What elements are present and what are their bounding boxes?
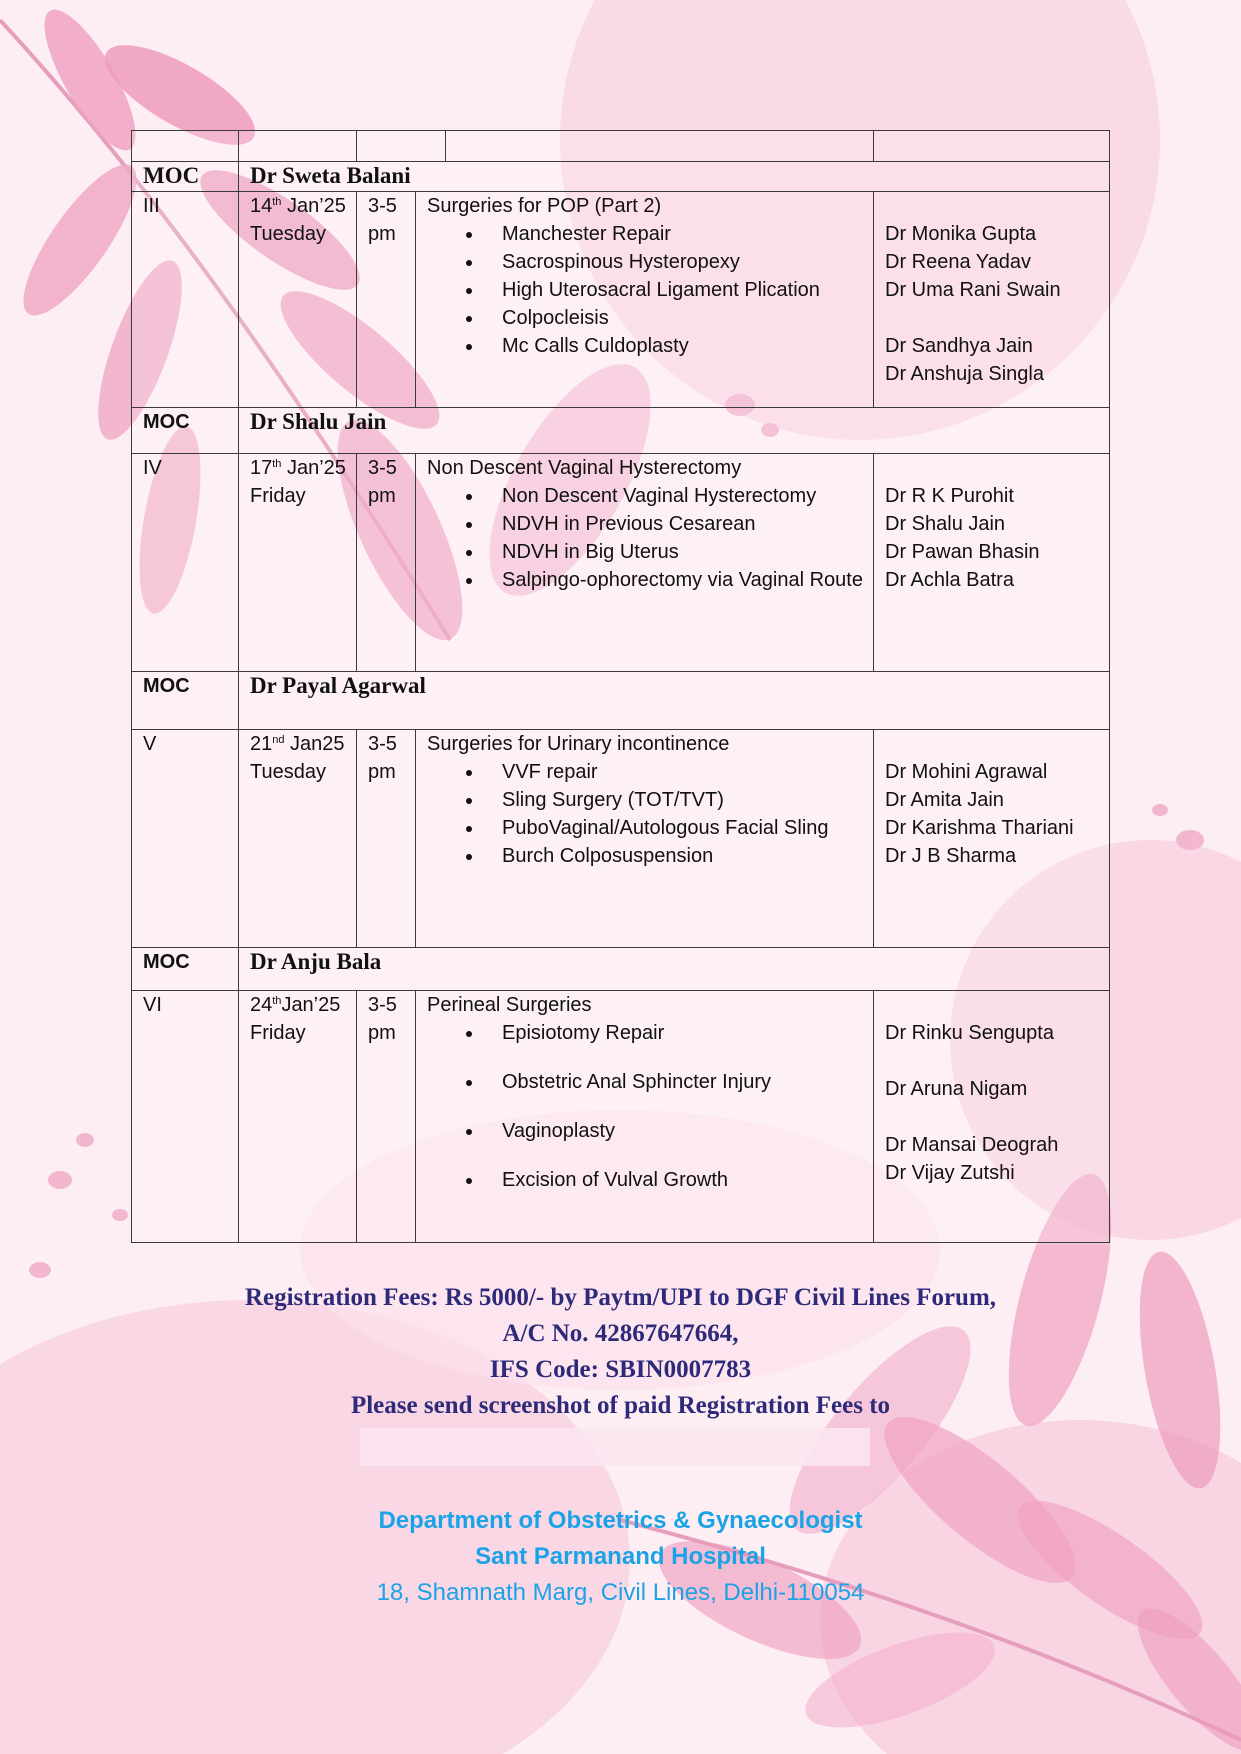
session-row <box>132 192 1110 408</box>
moc-row <box>132 408 1110 454</box>
topic-list <box>427 220 865 360</box>
list-item: Vaginoplasty <box>502 1117 865 1145</box>
schedule-table <box>131 130 1110 1243</box>
list-item: Colpocleisis <box>502 304 865 332</box>
weekday: Tuesday <box>250 223 326 245</box>
faculty-name: Dr Uma Rani Swain <box>885 279 1061 301</box>
department-name: Department of Obstetrics & Gynaecologist <box>378 1507 863 1534</box>
topic-title: Non Descent Vaginal Hysterectomy <box>427 457 742 479</box>
faculty-name: Dr J B Sharma <box>885 845 1017 867</box>
session-date: 14th Jan’25 Tuesday <box>239 192 357 408</box>
list-item: Non Descent Vaginal Hysterectomy <box>502 482 865 510</box>
list-item: Salpingo-ophorectomy via Vaginal Route <box>502 566 865 594</box>
header-row <box>132 131 1110 162</box>
faculty-name: Dr Shalu Jain <box>885 513 1006 535</box>
faculty-name: Dr Aruna Nigam <box>885 1078 1028 1100</box>
weekday: Friday <box>250 485 306 507</box>
session-date: 24thJan’25 Friday <box>239 991 357 1243</box>
session-time: 3-5 pm <box>357 730 416 948</box>
session-number: V <box>143 733 157 755</box>
faculty-list <box>874 991 1110 1243</box>
hospital-name: Sant Parmanand Hospital <box>475 1543 766 1570</box>
account-number-line: A/C No. 42867647664, <box>502 1320 739 1347</box>
topic-list <box>427 1019 865 1194</box>
session-row <box>132 991 1110 1243</box>
faculty-name: Dr Achla Batra <box>885 569 1014 591</box>
faculty-name: Dr Pawan Bhasin <box>885 541 1040 563</box>
topic-title: Perineal Surgeries <box>427 994 592 1016</box>
session-number: IV <box>143 457 162 479</box>
list-item: PuboVaginal/Autologous Facial Sling <box>502 814 865 842</box>
list-item: Episiotomy Repair <box>502 1019 865 1047</box>
moc-label: MOC <box>143 675 190 697</box>
session-date: 17th Jan’25 Friday <box>239 454 357 672</box>
moc-label: MOC <box>143 411 190 433</box>
list-item: NDVH in Previous Cesarean <box>502 510 865 538</box>
ifs-code-line: IFS Code: SBIN0007783 <box>489 1356 752 1383</box>
faculty-name: Dr Rinku Sengupta <box>885 1022 1054 1044</box>
list-item: Obstetric Anal Sphincter Injury <box>502 1068 865 1096</box>
list-item: Sling Surgery (TOT/TVT) <box>502 786 865 814</box>
faculty-name: Dr Monika Gupta <box>885 223 1037 245</box>
list-item: Excision of Vulval Growth <box>502 1166 865 1194</box>
moc-row <box>132 162 1110 192</box>
moc-name: Dr Sweta Balani <box>250 163 411 188</box>
registration-info <box>0 1280 1241 1424</box>
session-row <box>132 454 1110 672</box>
faculty-name: Dr Vijay Zutshi <box>885 1162 1015 1184</box>
list-item: Sacrospinous Hysteropexy <box>502 248 865 276</box>
list-item: High Uterosacral Ligament Plication <box>502 276 865 304</box>
weekday: Friday <box>250 1022 306 1044</box>
moc-label: MOC <box>143 951 190 973</box>
registration-fees-line: Registration Fees: Rs 5000/- by Paytm/UPI to DGF Civil Lines Forum, <box>244 1284 997 1311</box>
faculty-name: Dr Anshuja Singla <box>885 363 1044 385</box>
topic-title: Surgeries for POP (Part 2) <box>427 195 662 217</box>
session-number: VI <box>143 994 162 1016</box>
list-item: Mc Calls Culdoplasty <box>502 332 865 360</box>
topic-title: Surgeries for Urinary incontinence <box>427 733 730 755</box>
session-date: 21nd Jan25 Tuesday <box>239 730 357 948</box>
list-item: Burch Colposuspension <box>502 842 865 870</box>
session-time: 3-5 pm <box>357 454 416 672</box>
hospital-address: 18, Shamnath Marg, Civil Lines, Delhi-110054 <box>376 1579 865 1606</box>
session-row <box>132 730 1110 948</box>
topic-list <box>427 482 865 594</box>
topic-list <box>427 758 865 870</box>
list-item: VVF repair <box>502 758 865 786</box>
faculty-name: Dr Sandhya Jain <box>885 335 1033 357</box>
faculty-list <box>874 454 1110 672</box>
screenshot-instruction-line: Please send screenshot of paid Registration Fees to <box>350 1392 891 1419</box>
faculty-name: Dr Amita Jain <box>885 789 1004 811</box>
faculty-name: Dr R K Purohit <box>885 485 1014 507</box>
moc-name: Dr Anju Bala <box>250 949 382 974</box>
session-time: 3-5 pm <box>357 192 416 408</box>
moc-name: Dr Payal Agarwal <box>250 673 426 698</box>
session-time: 3-5 pm <box>357 991 416 1243</box>
faculty-name: Dr Reena Yadav <box>885 251 1032 273</box>
faculty-name: Dr Mansai Deograh <box>885 1134 1059 1156</box>
faculty-list <box>874 192 1110 408</box>
session-number: III <box>143 195 160 217</box>
moc-row <box>132 672 1110 730</box>
faculty-name: Dr Mohini Agrawal <box>885 761 1048 783</box>
department-info <box>0 1503 1241 1611</box>
list-item: Manchester Repair <box>502 220 865 248</box>
faculty-name: Dr Karishma Thariani <box>885 817 1074 839</box>
moc-name: Dr Shalu Jain <box>250 409 387 434</box>
moc-label: MOC <box>143 163 200 188</box>
faculty-list <box>874 730 1110 948</box>
list-item: NDVH in Big Uterus <box>502 538 865 566</box>
weekday: Tuesday <box>250 761 326 783</box>
moc-row <box>132 948 1110 991</box>
